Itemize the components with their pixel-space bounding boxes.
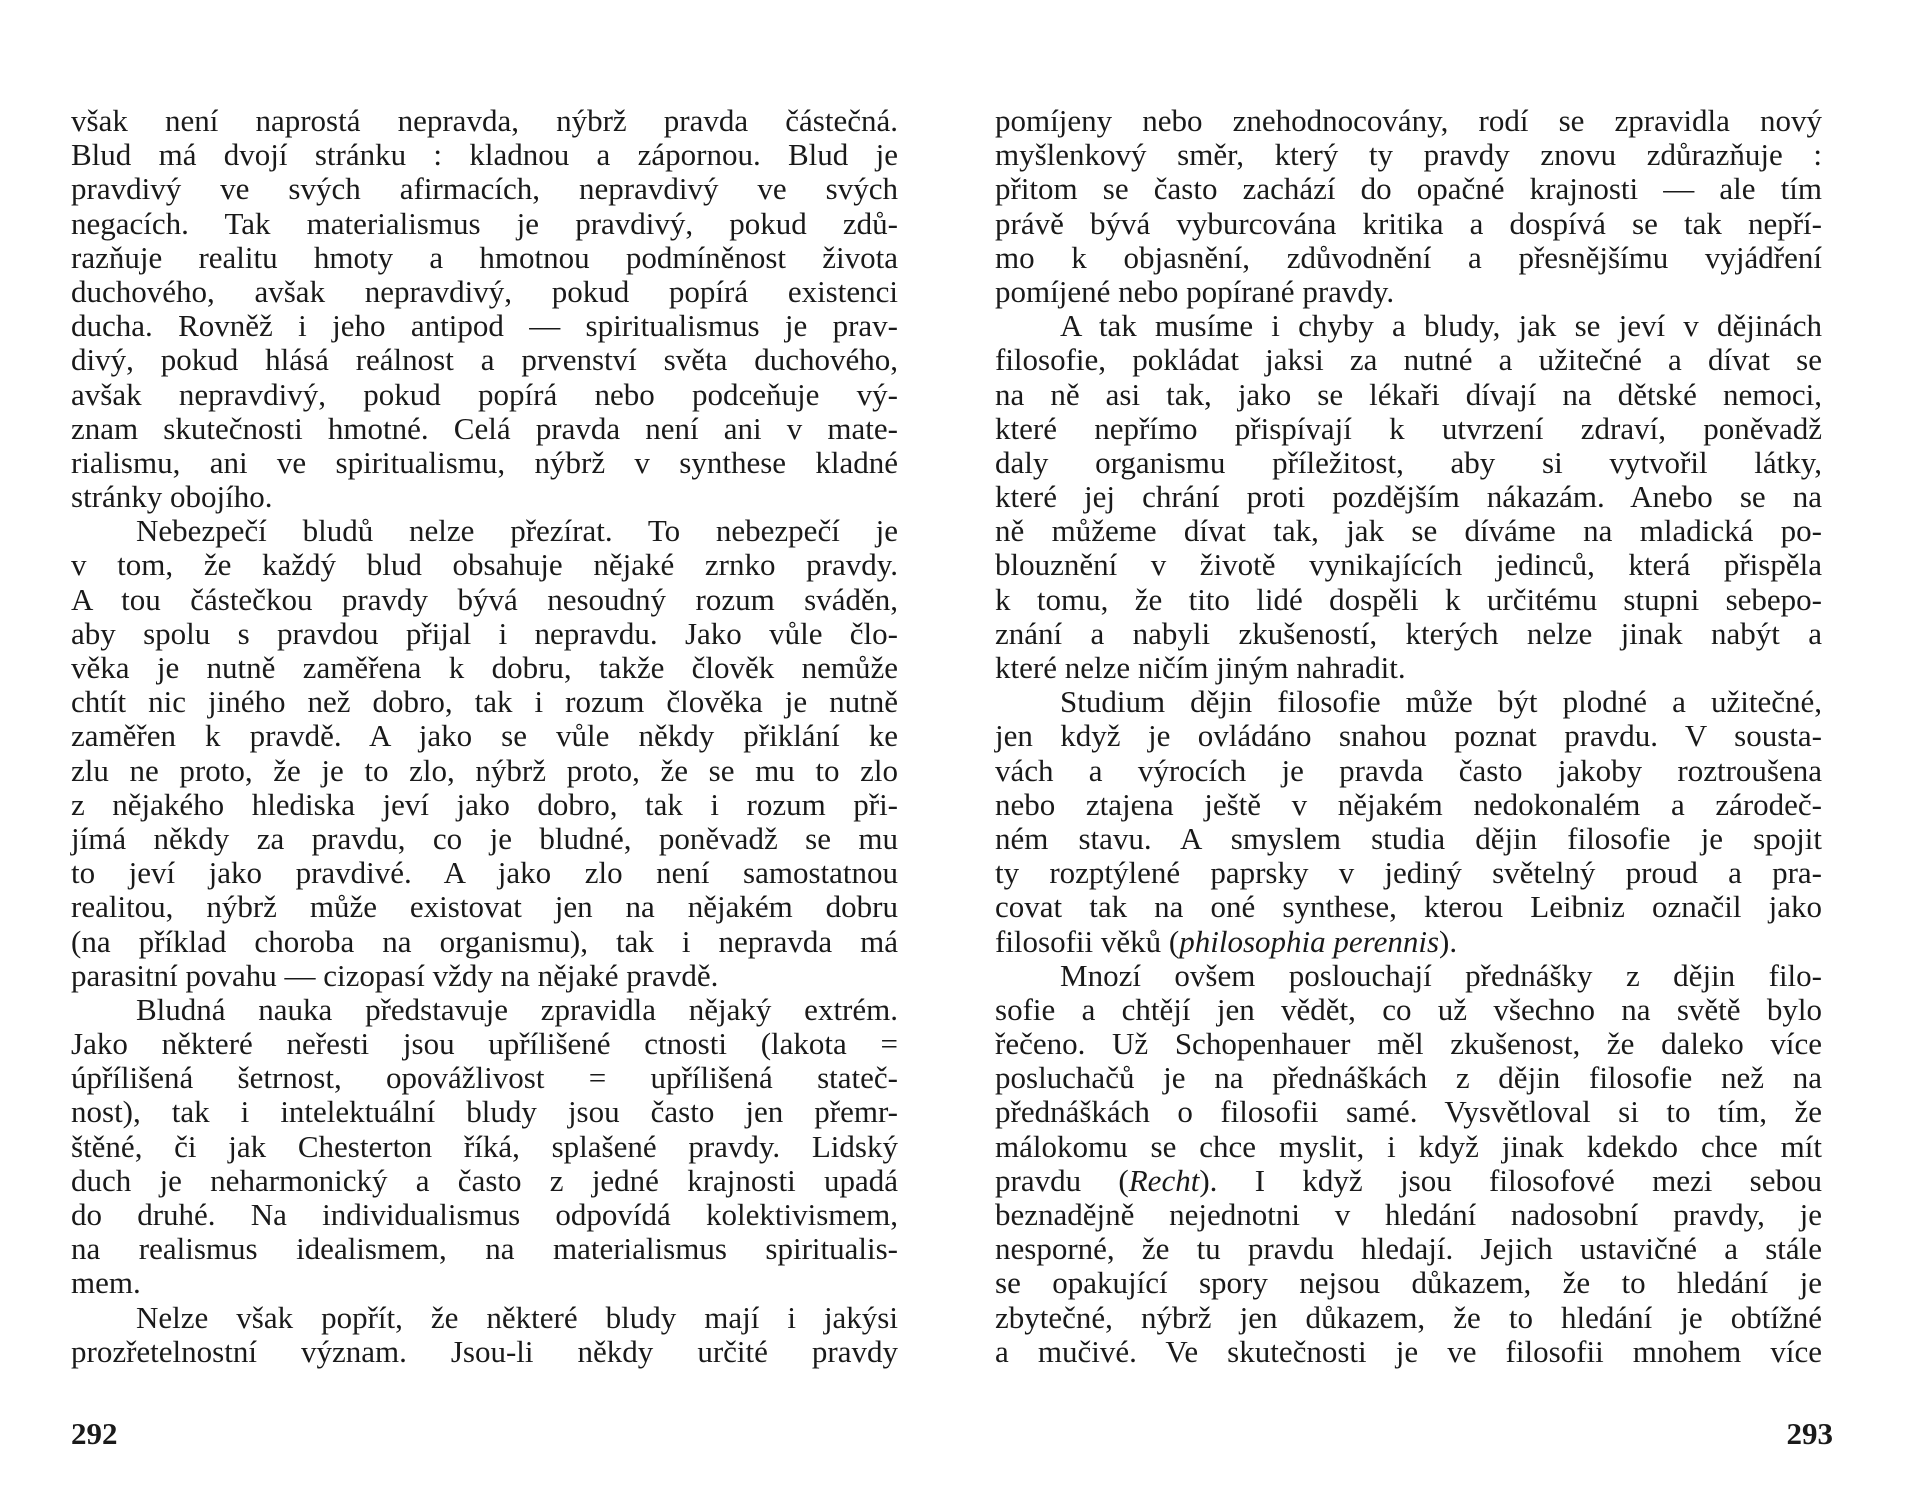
text-line: pomíjené nebo popírané pravdy. xyxy=(995,273,1395,309)
text-line: realitou, nýbrž může existovat jen na nějakém dobru xyxy=(71,889,898,925)
text-line: avšak nepravdivý, pokud popírá nebo podceňuje vý- xyxy=(71,376,898,412)
right-page-number: 293 xyxy=(1786,1416,1833,1451)
text-line: parasitní povahu — cizopasí vždy na nějaké pravdě. xyxy=(71,957,719,993)
text-line: Nebezpečí bludů nelze přezírat. To nebezpečí je xyxy=(136,513,898,549)
text-line: ném stavu. A smyslem studia dějin filosofie je spojit xyxy=(995,820,1822,856)
text-line: stránky obojího. xyxy=(71,479,273,515)
text-line: ty rozptýlené paprsky v jediný světelný proud a pra- xyxy=(995,855,1822,891)
text-line: covat tak na oné synthese, kterou Leibniz označil jako xyxy=(995,889,1822,925)
text-line: Studium dějin filosofie může být plodné a užitečné, xyxy=(1060,684,1822,720)
text-line: na ně asi tak, jako se lékaři dívají na dětské nemoci, xyxy=(995,376,1822,412)
text-line: posluchačů je na přednáškách z dějin filosofie než na xyxy=(995,1060,1822,1096)
text-line: znání a nabyli zkušeností, kterých nelze jinak nabýt a xyxy=(995,615,1822,651)
text-line: daly organismu příležitost, aby si vytvořil látky, xyxy=(995,444,1822,480)
left-page-text-column xyxy=(71,104,898,1369)
text-line: sofie a chtějí jen vědět, co už všechno na světě bylo xyxy=(995,991,1822,1027)
text-line: z nějakého hlediska jeví jako dobro, tak i rozum při- xyxy=(71,786,898,822)
text-line: které nelze ničím jiným nahradit. xyxy=(995,650,1406,685)
text-line: se opakující spory nejsou důkazem, že to hledání je xyxy=(995,1265,1822,1301)
text-line: přitom se často zachází do opačné krajnosti — ale tím xyxy=(995,171,1822,207)
text-line: které nepřímo přispívají k utvrzení zdraví, poněvadž xyxy=(995,410,1822,446)
text-line: Jako některé neřesti jsou upřílišené ctnosti (lakota = xyxy=(71,1026,898,1062)
text-line: zbytečné, nýbrž jen důkazem, že to hledání je obtížné xyxy=(995,1299,1822,1335)
text-line: úpřílišená šetrnost, opovážlivost = upřílišená stateč- xyxy=(71,1060,898,1096)
text-line: blouznění v životě vynikajících jedinců, která přispěla xyxy=(995,547,1822,583)
italic-term: Recht xyxy=(1128,1162,1200,1198)
text-fragment: filosofii věků ( xyxy=(995,923,1180,959)
text-line: vách a výrocích je pravda často jakoby roztroušena xyxy=(995,752,1822,788)
text-line: pravdivý ve svých afirmacích, nepravdivý ve svých xyxy=(71,171,898,207)
left-page-number: 292 xyxy=(71,1416,118,1451)
text-line: právě bývá vyburcována kritika a dospívá se tak nepří- xyxy=(995,205,1822,241)
text-line: Nelze však popřít, že některé bludy mají i jakýsi xyxy=(136,1299,898,1335)
text-line: do druhé. Na individualismus odpovídá kolektivismem, xyxy=(71,1197,898,1232)
text-line: filosofie, pokládat jaksi za nutné a užitečné a dívat se xyxy=(995,342,1822,378)
text-line: štěné, či jak Chesterton říká, splašené pravdy. Lidský xyxy=(71,1128,898,1164)
text-line: razňuje realitu hmoty a hmotnou podmíněnost života xyxy=(71,239,898,275)
text-line: Blud má dvojí stránku : kladnou a zápornou. Blud je xyxy=(71,137,898,173)
text-line: ducha. Rovněž i jeho antipod — spiritualismus je prav- xyxy=(71,308,898,344)
text-line: A tak musíme i chyby a bludy, jak se jeví v dějinách xyxy=(1060,308,1822,344)
right-page-text-column xyxy=(995,104,1822,1369)
text-line: však není naprostá nepravda, nýbrž pravda částečná. xyxy=(71,103,898,138)
text-line: to jeví jako pravdivé. A jako zlo není samostatnou xyxy=(71,855,898,891)
text-line: věka je nutně zaměřena k dobru, takže člověk nemůže xyxy=(71,650,898,685)
text-line: přednáškách o filosofii samé. Vysvětloval si to tím, že xyxy=(995,1094,1822,1130)
text-line: duch je neharmonický a často z jedné krajnosti upadá xyxy=(71,1162,898,1198)
text-line: A tou částečkou pravdy bývá nesoudný rozum sváděn, xyxy=(71,581,898,617)
text-line xyxy=(995,925,1822,959)
text-line: zaměřen k pravdě. A jako se vůle někdy přiklání ke xyxy=(71,718,898,754)
text-line: jímá někdy za pravdu, co je bludné, poněvadž se mu xyxy=(71,820,898,856)
text-line: divý, pokud hlásá reálnost a prvenství světa duchového, xyxy=(71,342,898,378)
text-line: aby spolu s pravdou přijal i nepravdu. Jako vůle člo- xyxy=(71,615,898,651)
text-line: mo k objasnění, zdůvodnění a přesnějšímu vyjádření xyxy=(995,239,1822,275)
text-line: mem. xyxy=(71,1265,141,1301)
text-fragment: ). I když jsou filosofové mezi sebou xyxy=(1199,1162,1822,1198)
text-line: řečeno. Už Schopenhauer měl zkušenost, že daleko více xyxy=(995,1026,1822,1062)
text-line: a mučivé. Ve skutečnosti je ve filosofii mnohem více xyxy=(995,1333,1822,1369)
text-line: znam skutečnosti hmotné. Celá pravda není ani v mate- xyxy=(71,410,898,446)
text-fragment: ). xyxy=(1439,923,1458,959)
italic-term: philosophia perennis xyxy=(1179,923,1440,959)
text-line: nebo ztajena ještě v nějakém nedokonalém a zárodeč- xyxy=(995,786,1822,822)
text-line: (na příklad choroba na organismu), tak i nepravda má xyxy=(71,923,898,959)
text-line: pomíjeny nebo znehodnocovány, rodí se zpravidla nový xyxy=(995,103,1822,138)
text-line: k tomu, že tito lidé dospěli k určitému stupni sebepo- xyxy=(995,581,1822,617)
text-line: nesporné, že tu pravdu hledají. Jejich ustavičné a stále xyxy=(995,1231,1822,1267)
text-line xyxy=(995,1164,1822,1198)
text-line: Mnozí ovšem poslouchají přednášky z dějin filo- xyxy=(1060,957,1822,993)
text-line: které jej chrání proti pozdějším nákazám. Anebo se na xyxy=(995,479,1822,515)
text-line: negacích. Tak materialismus je pravdivý, pokud zdů- xyxy=(71,205,898,241)
text-line: rialismu, ani ve spiritualismu, nýbrž v synthese kladné xyxy=(71,444,898,480)
text-line: duchového, avšak nepravdivý, pokud popírá existenci xyxy=(71,273,898,309)
text-line: nost), tak i intelektuální bludy jsou často jen přemr- xyxy=(71,1094,898,1130)
text-line: jen když je ovládáno snahou poznat pravdu. V sousta- xyxy=(995,718,1822,754)
text-line: málokomu se chce myslit, i když jinak kdekdo chce mít xyxy=(995,1128,1822,1164)
text-line: na realismus idealismem, na materialismus spiritualis- xyxy=(71,1231,898,1267)
text-line: v tom, že každý blud obsahuje nějaké zrnko pravdy. xyxy=(71,547,898,583)
text-line: Bludná nauka představuje zpravidla nějaký extrém. xyxy=(136,991,898,1027)
text-line: zlu ne proto, že je to zlo, nýbrž proto, že se mu to zlo xyxy=(71,752,898,788)
text-line: chtít nic jiného než dobro, tak i rozum člověka je nutně xyxy=(71,684,898,720)
text-fragment: pravdu ( xyxy=(995,1162,1129,1198)
text-line: ně můžeme dívat tak, jak se díváme na mladická po- xyxy=(995,513,1822,549)
text-line: myšlenkový směr, který ty pravdy znovu zdůrazňuje : xyxy=(995,137,1822,173)
text-line: prozřetelnostní význam. Jsou-li někdy určité pravdy xyxy=(71,1333,898,1369)
right-page xyxy=(959,0,1918,1500)
text-line: beznadějně nejednotni v hledání nadosobní pravdy, je xyxy=(995,1197,1822,1232)
